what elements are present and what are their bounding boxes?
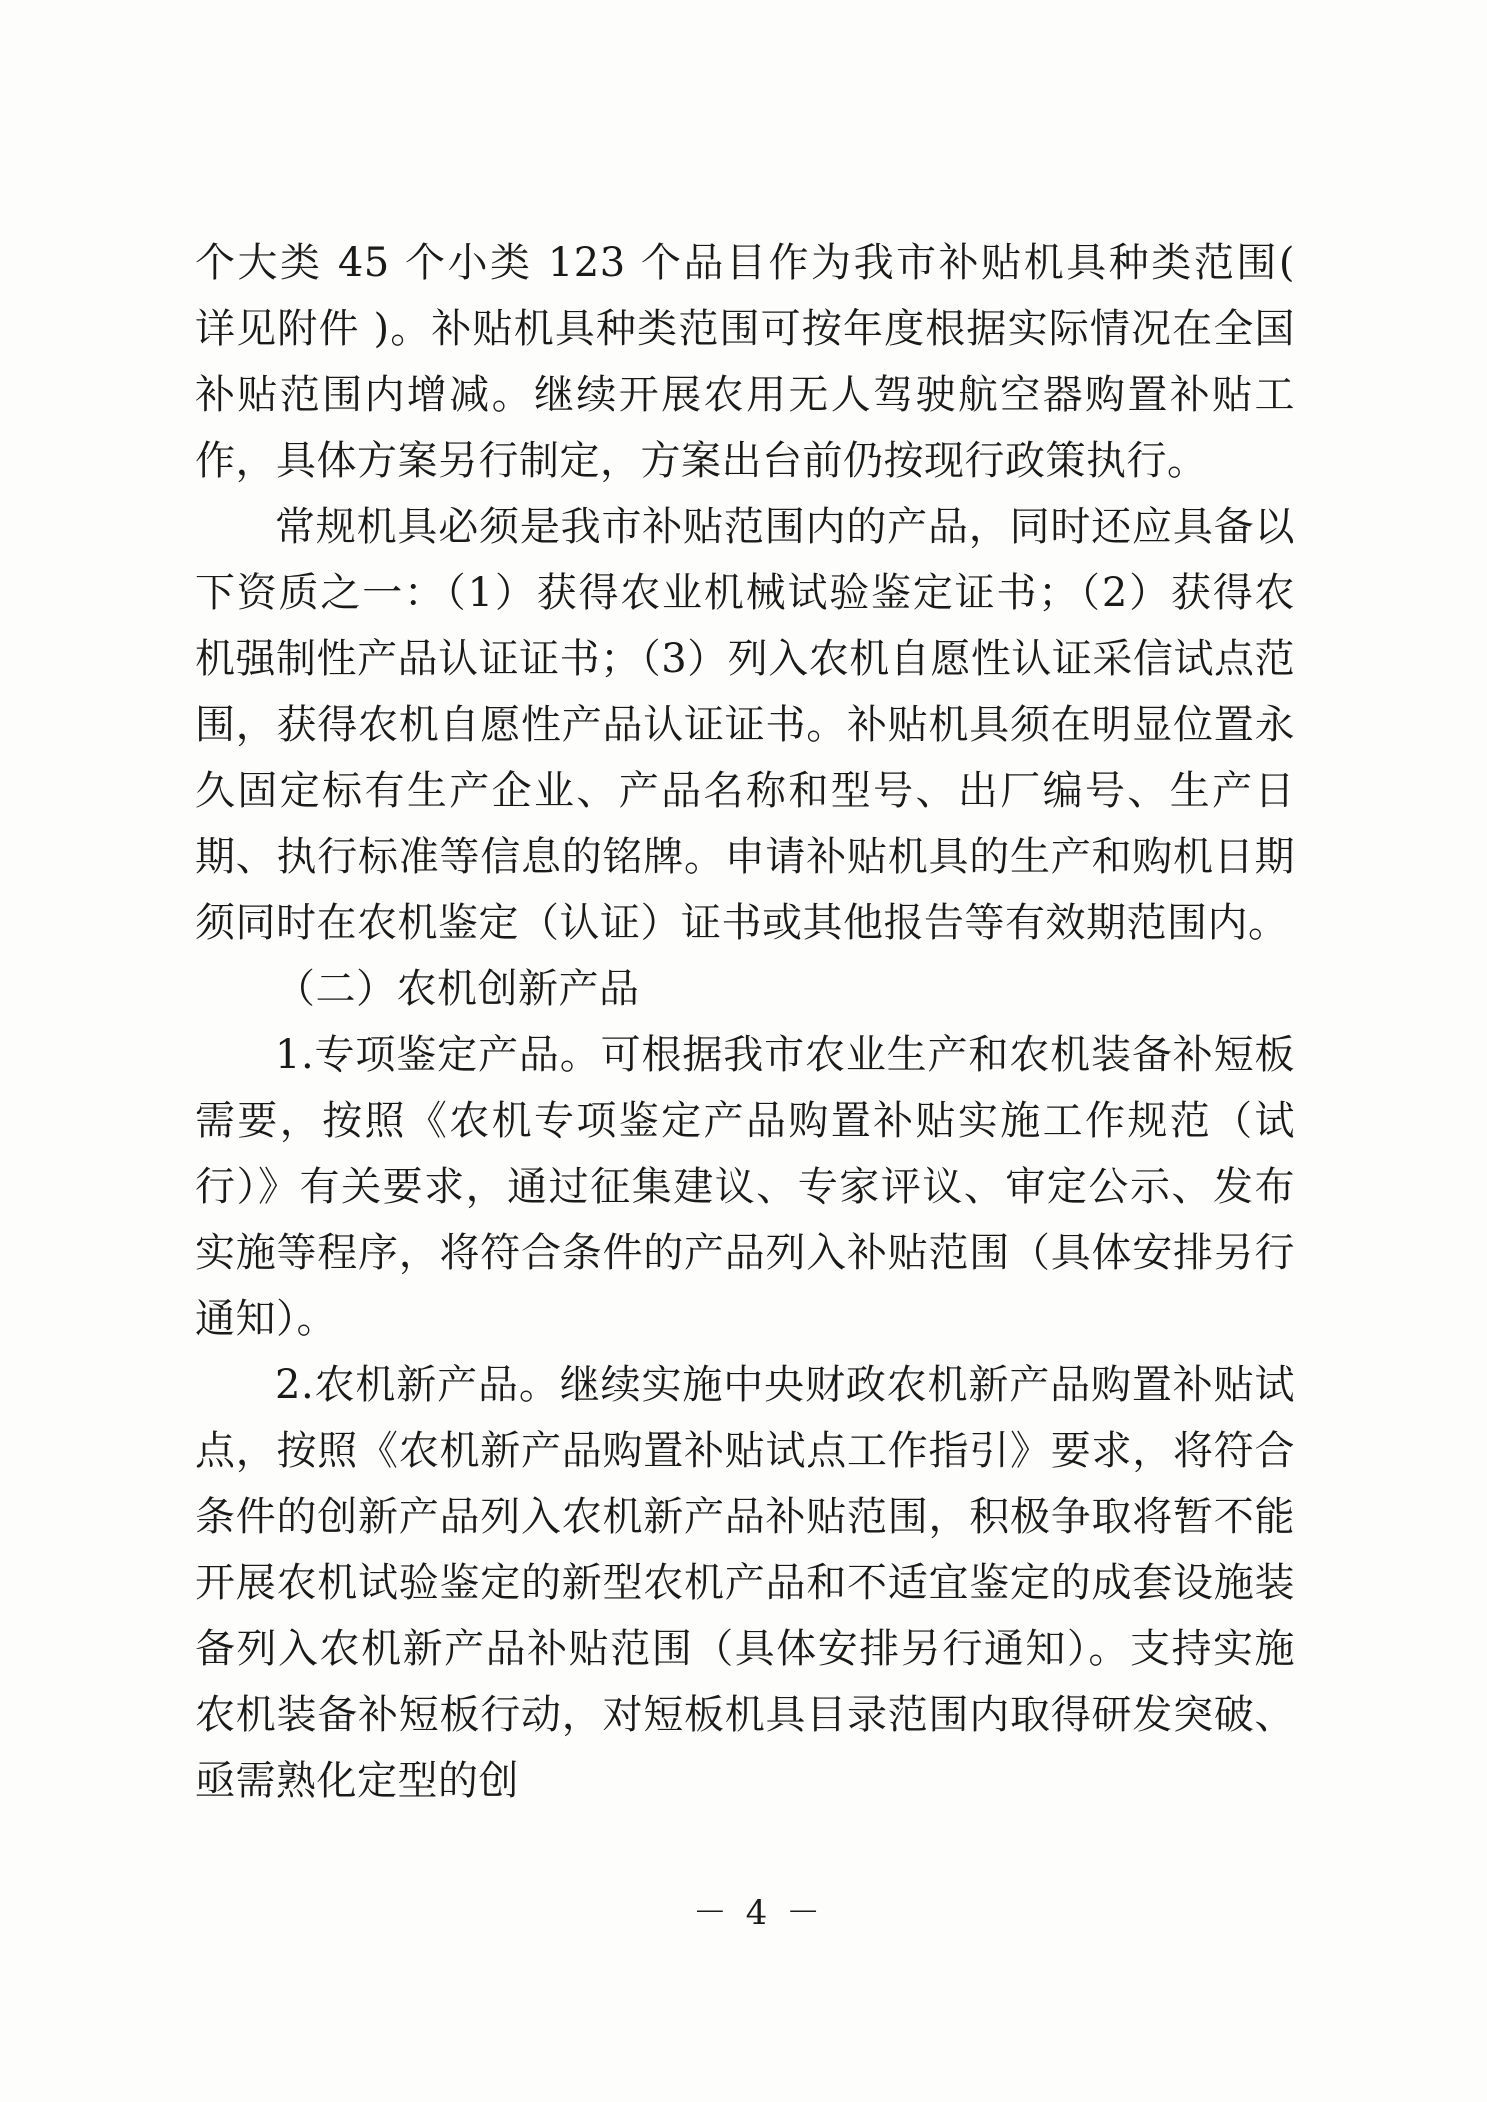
page-number: － 4 － [692, 1893, 825, 1933]
paragraph-1: 个大类 45 个小类 123 个品目作为我市补贴机具种类范围( 详见附件 )。补贴机具种类范围可按年度根据实际情况在全国补贴范围内增减。继续开展农用无人驾驶航空器购置补贴工作，具体方案另行制定，方案出台前仍按现行政策执行。 [195, 240, 1295, 484]
section-heading-2: （二）农机创新产品 [275, 966, 640, 1012]
paragraph-item-1: 1.专项鉴定产品。可根据我市农业生产和农机装备补短板需要，按照《农机专项鉴定产品购置补贴实施工作规范（试行）》有关要求，通过征集建议、专家评议、审定公示、发布实施等程序，将符合条件的产品列入补贴范围（具体安排另行通知）。 [195, 1032, 1295, 1342]
document-body [195, 230, 1295, 1814]
paragraph-2: 常规机具必须是我市补贴范围内的产品，同时还应具备以下资质之一：（1）获得农业机械试验鉴定证书；（2）获得农机强制性产品认证证书；（3）列入农机自愿性认证采信试点范围，获得农机自愿性产品认证证书。补贴机具须在明显位置永久固定标有生产企业、产品名称和型号、出厂编号、生产日期、执行标准等信息的铭牌。申请补贴机具的生产和购机日期须同时在农机鉴定（认证）证书或其他报告等有效期范围内。 [195, 504, 1295, 946]
paragraph-item-2: 2.农机新产品。继续实施中央财政农机新产品购置补贴试点，按照《农机新产品购置补贴试点工作指引》要求，将符合条件的创新产品列入农机新产品补贴范围，积极争取将暂不能开展农机试验鉴定的新型农机产品和不适宜鉴定的成套设施装备列入农机新产品补贴范围（具体安排另行通知）。支持实施农机装备补短板行动，对短板机具目录范围内取得研发突破、亟需熟化定型的创 [195, 1362, 1295, 1804]
